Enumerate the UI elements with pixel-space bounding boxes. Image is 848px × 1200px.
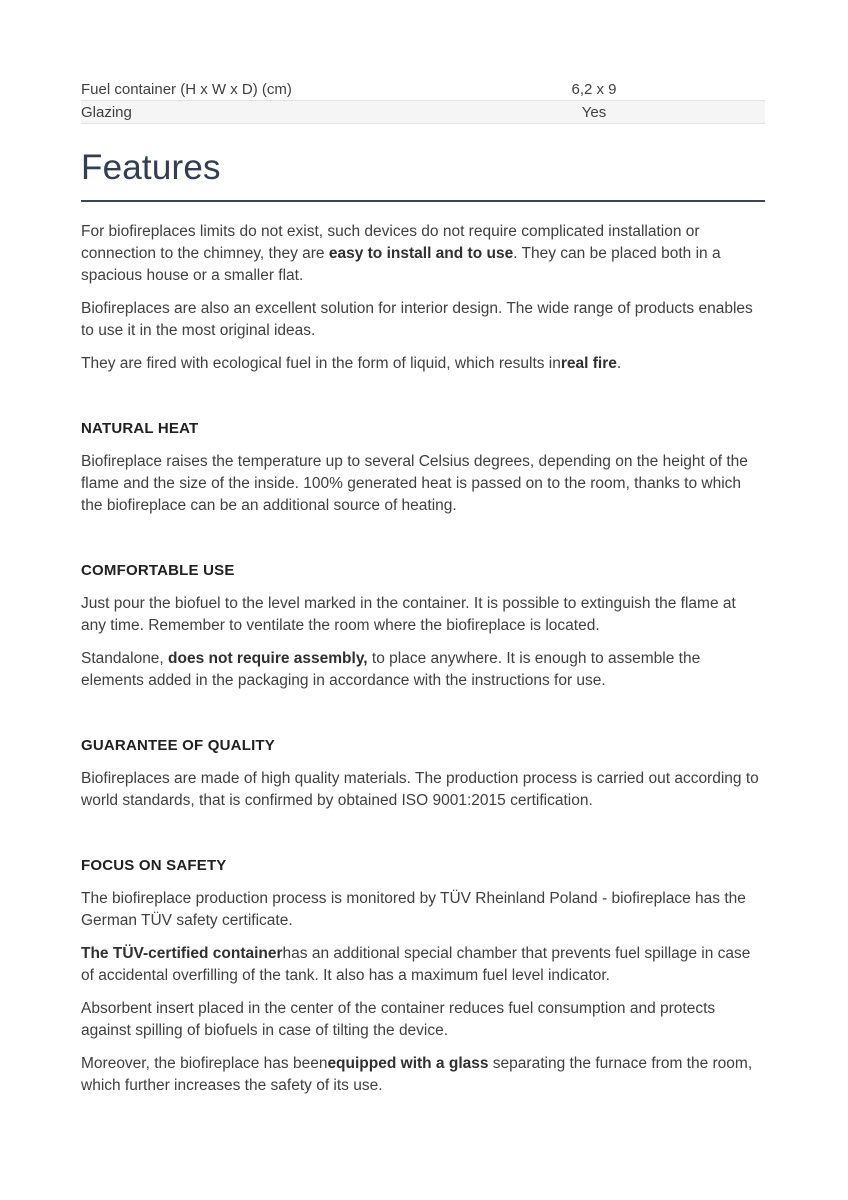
table-row — [81, 78, 765, 101]
section-divider — [81, 200, 765, 202]
bold-text-run: does not require assembly, — [168, 649, 368, 667]
table-row — [81, 101, 765, 124]
section-heading: COMFORTABLE USE — [81, 561, 235, 579]
section-heading: GUARANTEE OF QUALITY — [81, 736, 275, 754]
features-content — [81, 221, 765, 1097]
section-heading: NATURAL HEAT — [81, 419, 199, 437]
paragraph — [81, 451, 765, 517]
spec-value: Yes — [581, 103, 607, 121]
paragraph — [81, 998, 765, 1042]
text-run: Moreover, the biofireplace has been — [81, 1054, 328, 1072]
section-heading: FOCUS ON SAFETY — [81, 856, 227, 874]
spec-label: Glazing — [81, 103, 132, 121]
paragraph — [81, 353, 765, 375]
text-run: has an additional special chamber that prevents fuel spillage in case of accidental overfilling of the tank. It also has a maximum fuel level indicator. — [81, 944, 751, 984]
paragraph — [81, 943, 765, 987]
text-run: . They can be placed both in a spacious house or a smaller flat. — [81, 244, 721, 284]
paragraph — [81, 298, 765, 342]
text-run: For biofireplaces limits do not exist, such devices do not require complicated installation or connection to the chimney, they are — [81, 222, 700, 262]
paragraph — [81, 888, 765, 932]
spec-table — [81, 78, 765, 124]
bold-text-run: easy to install and to use — [328, 244, 514, 262]
bold-text-run: The TÜV-certified container — [81, 944, 283, 962]
paragraph — [81, 648, 765, 692]
text-run: to place anywhere. It is enough to assemble the elements added in the packaging in accordance with the instructions for use. — [81, 649, 701, 689]
paragraph — [81, 768, 765, 812]
text-run: Absorbent insert placed in the center of the container reduces fuel consumption and protects against spilling of biofuels in case of tilting the device. — [81, 999, 716, 1039]
text-run: They are fired with ecological fuel in the form of liquid, which results in — [81, 354, 561, 372]
text-run: separating the furnace from the room, which further increases the safety of its use. — [81, 1054, 753, 1094]
page-title: Features — [81, 148, 221, 187]
text-run: Just pour the biofuel to the level marked in the container. It is possible to extinguish the flame at any time. Remember to ventilate the room where the biofireplace is located. — [81, 594, 736, 634]
paragraph — [81, 221, 765, 287]
text-run: Biofireplaces are made of high quality materials. The production process is carried out according to world standards, that is confirmed by obtained ISO 9001:2015 certification. — [81, 769, 759, 809]
spec-label: Fuel container (H x W x D) (cm) — [81, 80, 292, 98]
text-run: Standalone, — [81, 649, 169, 667]
bold-text-run: real fire — [560, 354, 617, 372]
text-run: Biofireplaces are also an excellent solution for interior design. The wide range of products enables to use it in the most original ideas. — [81, 299, 753, 339]
bold-text-run: equipped with a glass — [327, 1054, 489, 1072]
text-run: Biofireplace raises the temperature up to several Celsius degrees, depending on the height of the flame and the size of the inside. 100% generated heat is passed on to the room, thanks to which the biofireplace can be an additional source of heating. — [81, 452, 748, 514]
text-run: . — [616, 354, 622, 372]
paragraph — [81, 593, 765, 637]
spec-value: 6,2 x 9 — [571, 80, 617, 98]
paragraph — [81, 1053, 765, 1097]
text-run: The biofireplace production process is monitored by TÜV Rheinland Poland - biofireplace has the German TÜV safety certificate. — [81, 889, 746, 929]
